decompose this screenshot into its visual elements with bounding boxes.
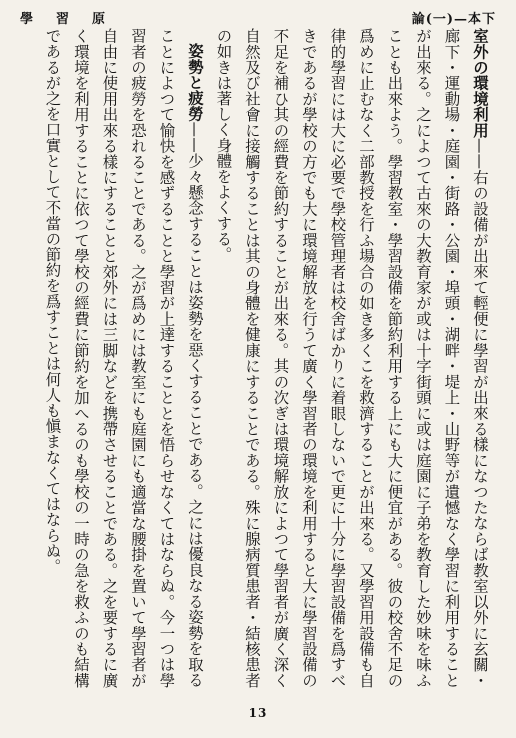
book-title xyxy=(20,8,106,27)
book-title-char: 學 xyxy=(20,11,35,27)
paragraph-outdoor-environment xyxy=(209,28,494,688)
paragraph-heading: 姿勢と疲勞 xyxy=(186,43,204,123)
section-title-text: 論(一)—本下 xyxy=(411,11,496,27)
section-title xyxy=(412,8,496,27)
paragraph-heading: 室外の環境利用 xyxy=(471,28,489,139)
paragraph-text: ——少々懸念することは姿勢を惡くすることである。之には優良なる姿勢を取ることによつて愉快を感ずることと學習が上達することとを悟らせなくてはならぬ。今一つは學習者の疲勞を恐れることである。之が爲めには教室にも庭園にも適當な腰掛を置いて學習者が自由に使用出來る樣にすることと郊外には三脚などを携帶させることである。之を要するに廣く環境を利用することに依つて學校の經費に節約を加へるのも學校の一時の急を救ふのも結構であるが之を口實として不當の節約を爲すことは何人も愼まなくてはならぬ。 xyxy=(43,28,204,689)
paragraph-posture-fatigue xyxy=(38,28,209,688)
page-number: 13 xyxy=(248,706,268,720)
paragraph-text: ——右の設備が出來て輕便に學習が出來る樣になつたならば教室以外に玄關・廊下・運動場・庭園・街路・公園・埠頭・湖畔・堤上・山野等が遺憾なく學習に利用することが出來る。之によつて古來の大教育家が或は十字街頭に或は庭園に子弟を教育した妙味を味ふことも出來よう。學習教室・學習設備を節約利用する上にも大に便宜がある。彼の校舍不足の爲めに止むなく二部教授を行ふ場合の如き多くこを救濟することが出來る。又學習用設備も自律的學習には大に必要で學校管理者は校舍ばかりに着眼しないで更に十分に學習設備を爲すべきであるが學校の方でも大に環境解放を行うて廣く學習者の環境を利用すると大に學習設備の不足を補ひ其の經費を節約することが出來る。其の次ぎは環境解放によつて學習者が廣く深く自然及び社會に接觸することは其の身體を健康にすることである。殊に腺病質患者・結核患者の如きは著しく身體をよくする。 xyxy=(214,28,489,688)
vertical-text-body xyxy=(24,28,494,688)
book-title-char: 習 xyxy=(56,11,71,27)
running-header xyxy=(20,8,496,26)
book-title-char: 原 xyxy=(92,11,107,27)
